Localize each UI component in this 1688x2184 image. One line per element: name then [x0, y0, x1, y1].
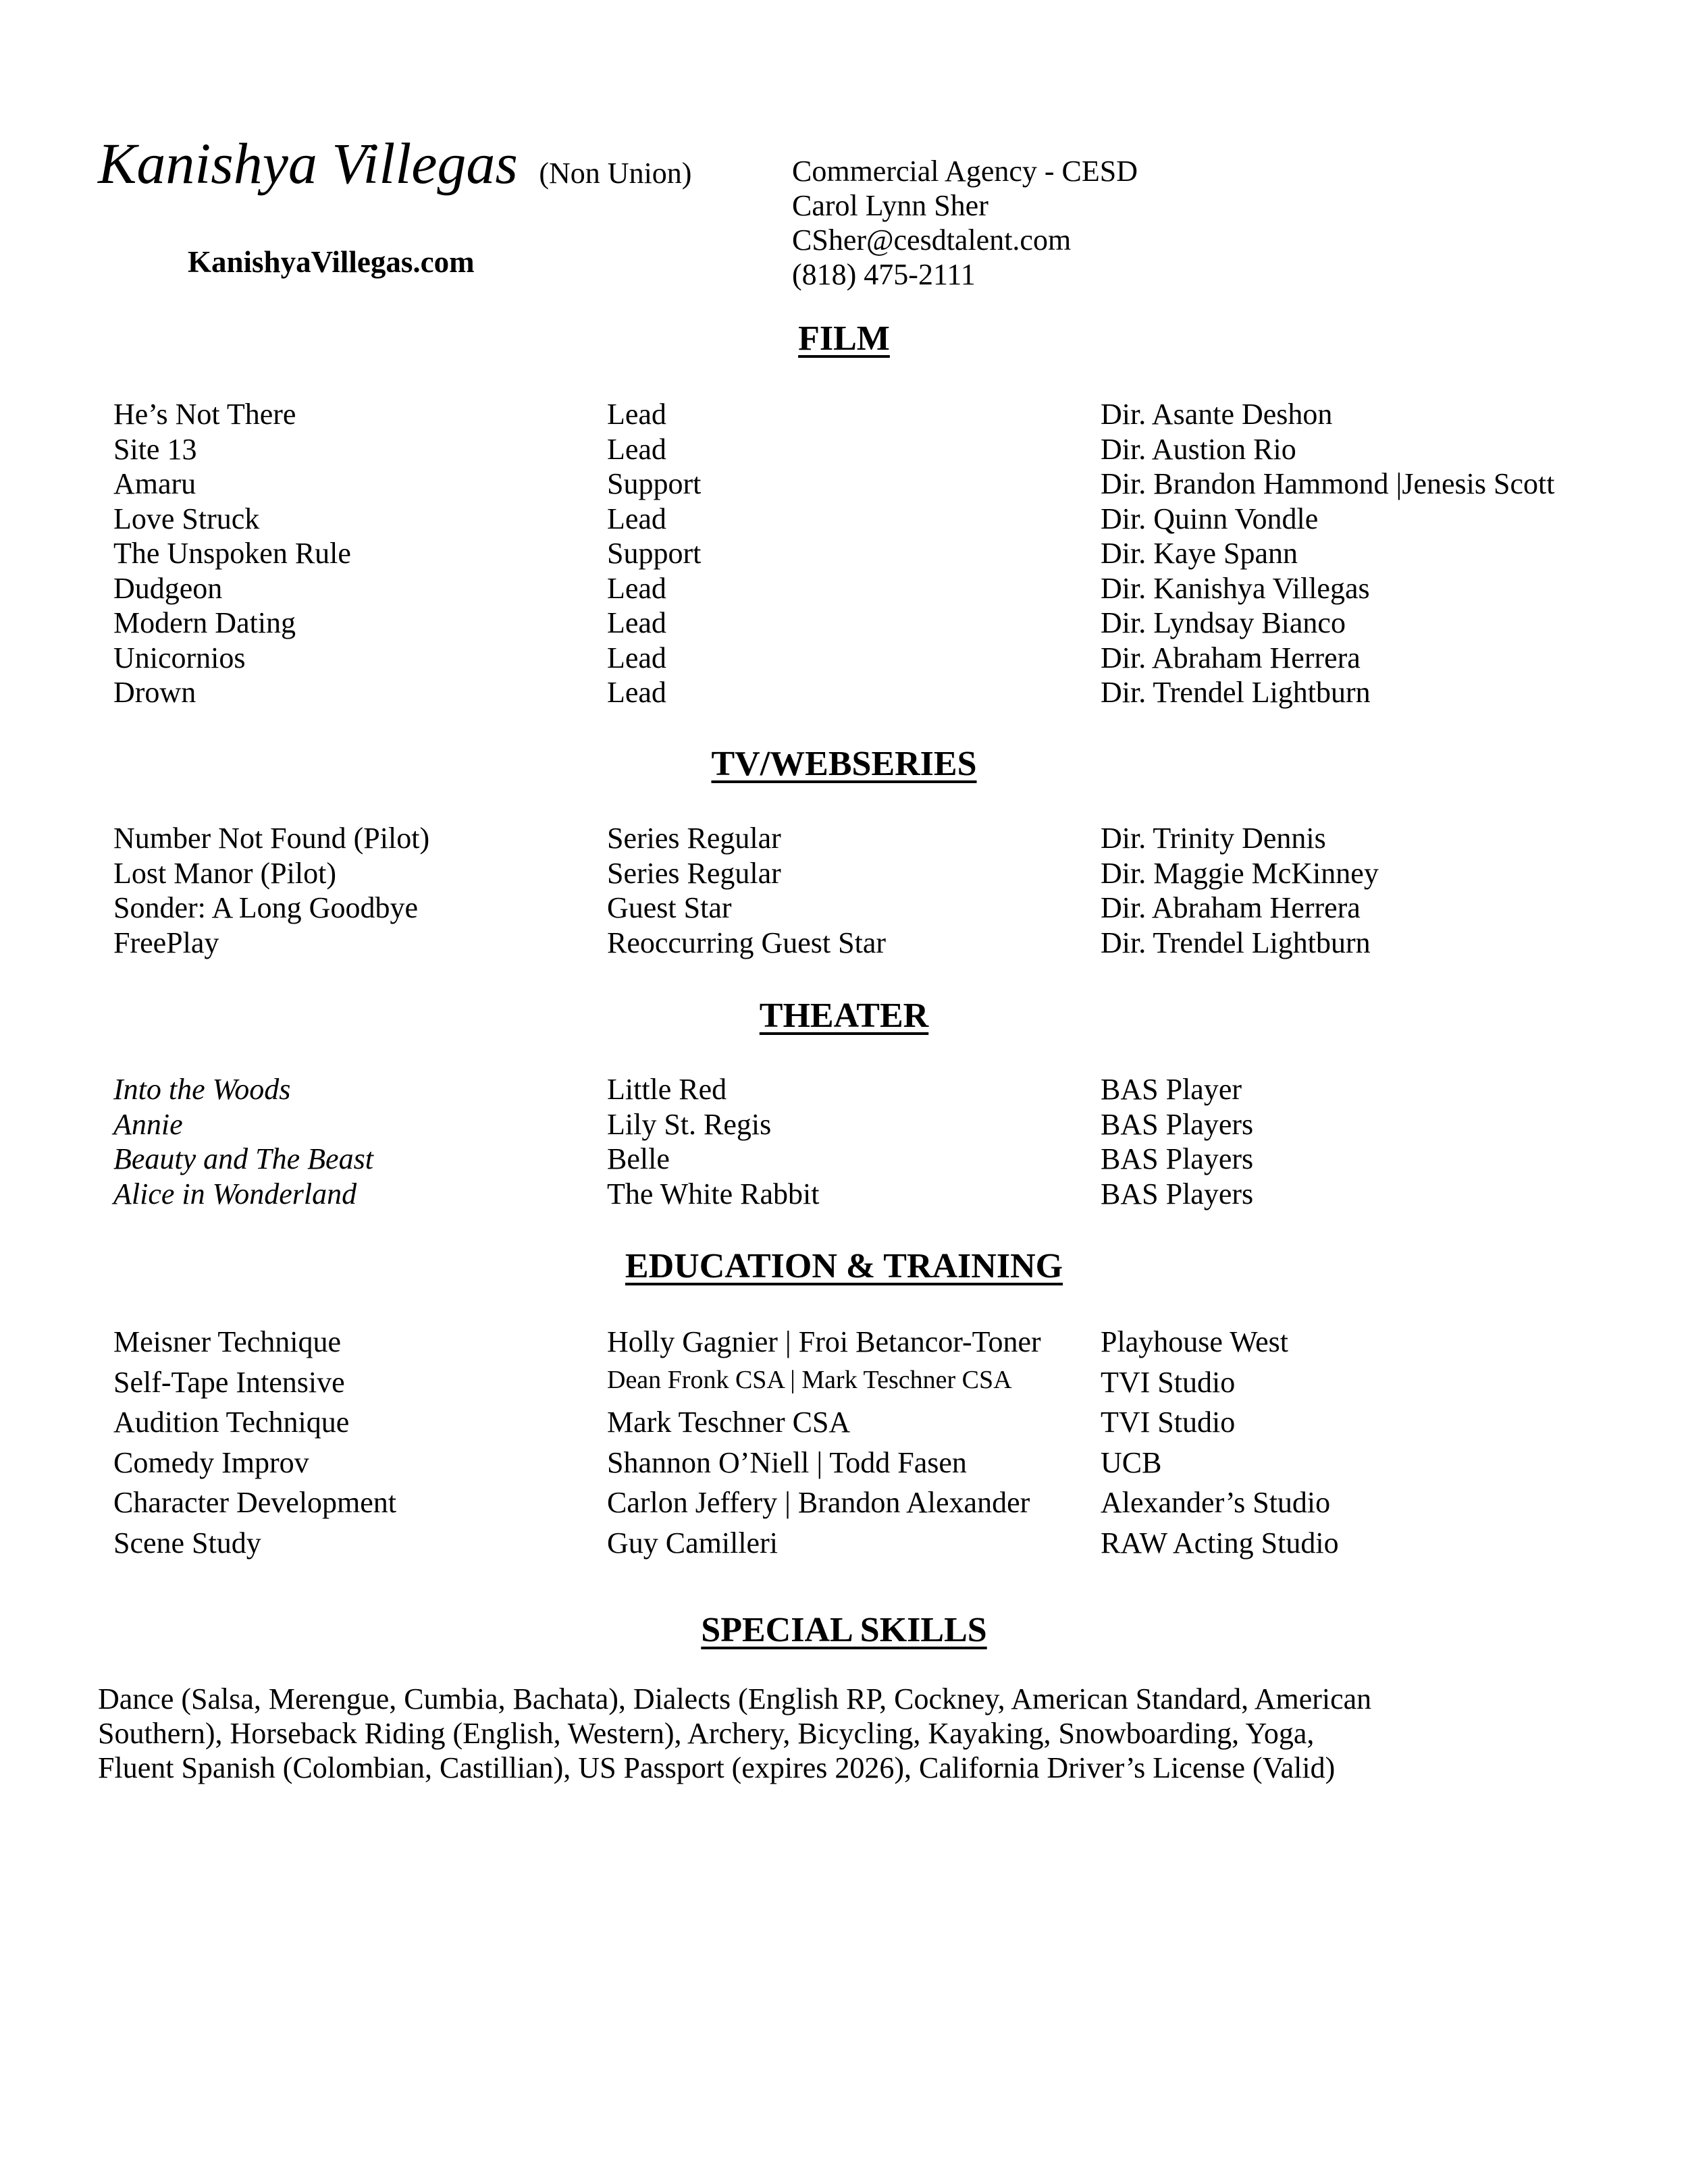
credit-title: Love Struck	[113, 502, 260, 535]
section-title-education: EDUCATION & TRAINING	[625, 1247, 1063, 1285]
credit-role: Support	[607, 537, 702, 570]
table-row	[113, 1485, 1626, 1526]
actor-name-text: Kanishya Villegas	[98, 131, 518, 196]
show-title: Into the Woods	[113, 1073, 291, 1106]
website-link[interactable]: KanishyaVillegas.com	[188, 245, 475, 279]
table-row	[113, 432, 1626, 467]
show-role: The White Rabbit	[607, 1177, 820, 1210]
credit-director: Dir. Kaye Spann	[1101, 537, 1298, 570]
show-title: Alice in Wonderland	[113, 1177, 357, 1210]
course-name: Comedy Improv	[113, 1445, 309, 1479]
show-role: Little Red	[607, 1073, 727, 1106]
credit-role: Lead	[607, 398, 666, 431]
table-row	[113, 571, 1626, 606]
course-teacher: Guy Camilleri	[607, 1526, 778, 1560]
agency-contact	[792, 154, 1138, 292]
course-name: Scene Study	[113, 1526, 261, 1560]
credit-title: Unicornios	[113, 641, 246, 674]
table-row	[113, 1325, 1626, 1365]
table-row	[113, 1107, 1626, 1142]
course-school: RAW Acting Studio	[1101, 1526, 1339, 1560]
table-row	[113, 675, 1626, 710]
credit-director: Dir. Abraham Herrera	[1101, 641, 1361, 674]
course-teacher: Dean Fronk CSA | Mark Teschner CSA	[607, 1365, 1012, 1394]
credit-role: Lead	[607, 571, 666, 605]
education-table	[113, 1325, 1626, 1566]
credit-title: Modern Dating	[113, 606, 296, 639]
credit-role: Lead	[607, 606, 666, 639]
table-row	[113, 397, 1626, 432]
show-company: BAS Players	[1101, 1142, 1254, 1175]
credit-role: Lead	[607, 641, 666, 674]
agent-phone: (818) 475-2111	[792, 258, 976, 291]
section-title-theater: THEATER	[759, 996, 929, 1035]
table-row	[113, 641, 1626, 676]
show-title: Annie	[113, 1107, 183, 1141]
credit-title: He’s Not There	[113, 398, 296, 431]
course-school: Playhouse West	[1101, 1325, 1288, 1358]
film-table	[113, 397, 1626, 710]
table-row	[113, 1526, 1626, 1566]
course-school: TVI Studio	[1101, 1406, 1236, 1439]
credit-title: Lost Manor (Pilot)	[113, 856, 336, 890]
show-company: BAS Players	[1101, 1177, 1254, 1210]
credit-director: Dir. Trinity Dennis	[1101, 822, 1326, 855]
theater-table	[113, 1072, 1626, 1211]
show-title: Beauty and The Beast	[113, 1142, 373, 1175]
credit-director: Dir. Trendel Lightburn	[1101, 926, 1371, 959]
agent-name: Carol Lynn Sher	[792, 189, 988, 222]
table-row	[113, 890, 1626, 926]
credit-director: Dir. Asante Deshon	[1101, 398, 1333, 431]
course-school: UCB	[1101, 1445, 1162, 1479]
credit-title: The Unspoken Rule	[113, 537, 351, 570]
credit-director: Dir. Maggie McKinney	[1101, 856, 1379, 890]
show-company: BAS Players	[1101, 1107, 1254, 1141]
credit-director: Dir. Trendel Lightburn	[1101, 676, 1371, 709]
table-row	[113, 1142, 1626, 1177]
credit-title: FreePlay	[113, 926, 219, 959]
skills-line: Fluent Spanish (Colombian, Castillian), US Passport (expires 2026), California Driver’s License (Valid)	[98, 1751, 1336, 1784]
credit-title: Number Not Found (Pilot)	[113, 822, 430, 855]
table-row	[113, 926, 1626, 961]
course-name: Audition Technique	[113, 1406, 350, 1439]
credit-role: Lead	[607, 502, 666, 535]
credit-title: Drown	[113, 676, 196, 709]
section-title-skills: SPECIAL SKILLS	[701, 1611, 987, 1649]
skills-line: Southern), Horseback Riding (English, Western), Archery, Bicycling, Kayaking, Snowboarding, Yoga,	[98, 1717, 1315, 1750]
table-row	[113, 1445, 1626, 1486]
course-teacher: Carlon Jeffery | Brandon Alexander	[607, 1486, 1030, 1519]
skills-line: Dance (Salsa, Merengue, Cumbia, Bachata), Dialects (English RP, Cockney, American Standard, American	[98, 1682, 1372, 1715]
credit-director: Dir. Brandon Hammond |Jenesis Scott	[1101, 467, 1555, 500]
show-role: Belle	[607, 1142, 670, 1175]
section-title-film: FILM	[798, 319, 890, 358]
table-row	[113, 1405, 1626, 1445]
table-row	[113, 1072, 1626, 1107]
credit-director: Dir. Quinn Vondle	[1101, 502, 1319, 535]
credit-director: Dir. Abraham Herrera	[1101, 891, 1361, 924]
credit-title: Amaru	[113, 467, 196, 500]
skills-paragraph	[98, 1682, 1556, 1785]
course-school: TVI Studio	[1101, 1365, 1236, 1399]
show-company: BAS Player	[1101, 1073, 1242, 1106]
credit-director: Dir. Austion Rio	[1101, 432, 1296, 466]
table-row	[113, 821, 1626, 856]
course-name: Self-Tape Intensive	[113, 1365, 345, 1399]
credit-role: Guest Star	[607, 891, 732, 924]
credit-role: Series Regular	[607, 822, 781, 855]
section-title-tv: TV/WEBSERIES	[711, 745, 977, 783]
course-teacher: Shannon O’Niell | Todd Fasen	[607, 1445, 967, 1479]
credit-role: Lead	[607, 432, 666, 466]
course-name: Meisner Technique	[113, 1325, 342, 1358]
table-row	[113, 1365, 1626, 1406]
agent-email[interactable]: CSher@cesdtalent.com	[792, 223, 1072, 257]
table-row	[113, 856, 1626, 891]
actor-name	[98, 132, 691, 196]
course-school: Alexander’s Studio	[1101, 1486, 1331, 1519]
credit-role: Reoccurring Guest Star	[607, 926, 886, 959]
credit-role: Support	[607, 467, 702, 500]
union-status: (Non Union)	[539, 157, 692, 190]
table-row	[113, 1177, 1626, 1212]
credit-title: Sonder: A Long Goodbye	[113, 891, 418, 924]
credit-role: Lead	[607, 676, 666, 709]
tv-table	[113, 821, 1626, 960]
table-row	[113, 606, 1626, 641]
credit-director: Dir. Lyndsay Bianco	[1101, 606, 1346, 639]
table-row	[113, 536, 1626, 571]
table-row	[113, 467, 1626, 502]
course-name: Character Development	[113, 1486, 397, 1519]
credit-title: Site 13	[113, 432, 197, 466]
table-row	[113, 502, 1626, 537]
credit-director: Dir. Kanishya Villegas	[1101, 571, 1370, 605]
course-teacher: Mark Teschner CSA	[607, 1406, 851, 1439]
course-teacher: Holly Gagnier | Froi Betancor-Toner	[607, 1325, 1041, 1358]
agency-name: Commercial Agency - CESD	[792, 155, 1138, 188]
credit-role: Series Regular	[607, 856, 781, 890]
show-role: Lily St. Regis	[607, 1107, 772, 1141]
credit-title: Dudgeon	[113, 571, 223, 605]
